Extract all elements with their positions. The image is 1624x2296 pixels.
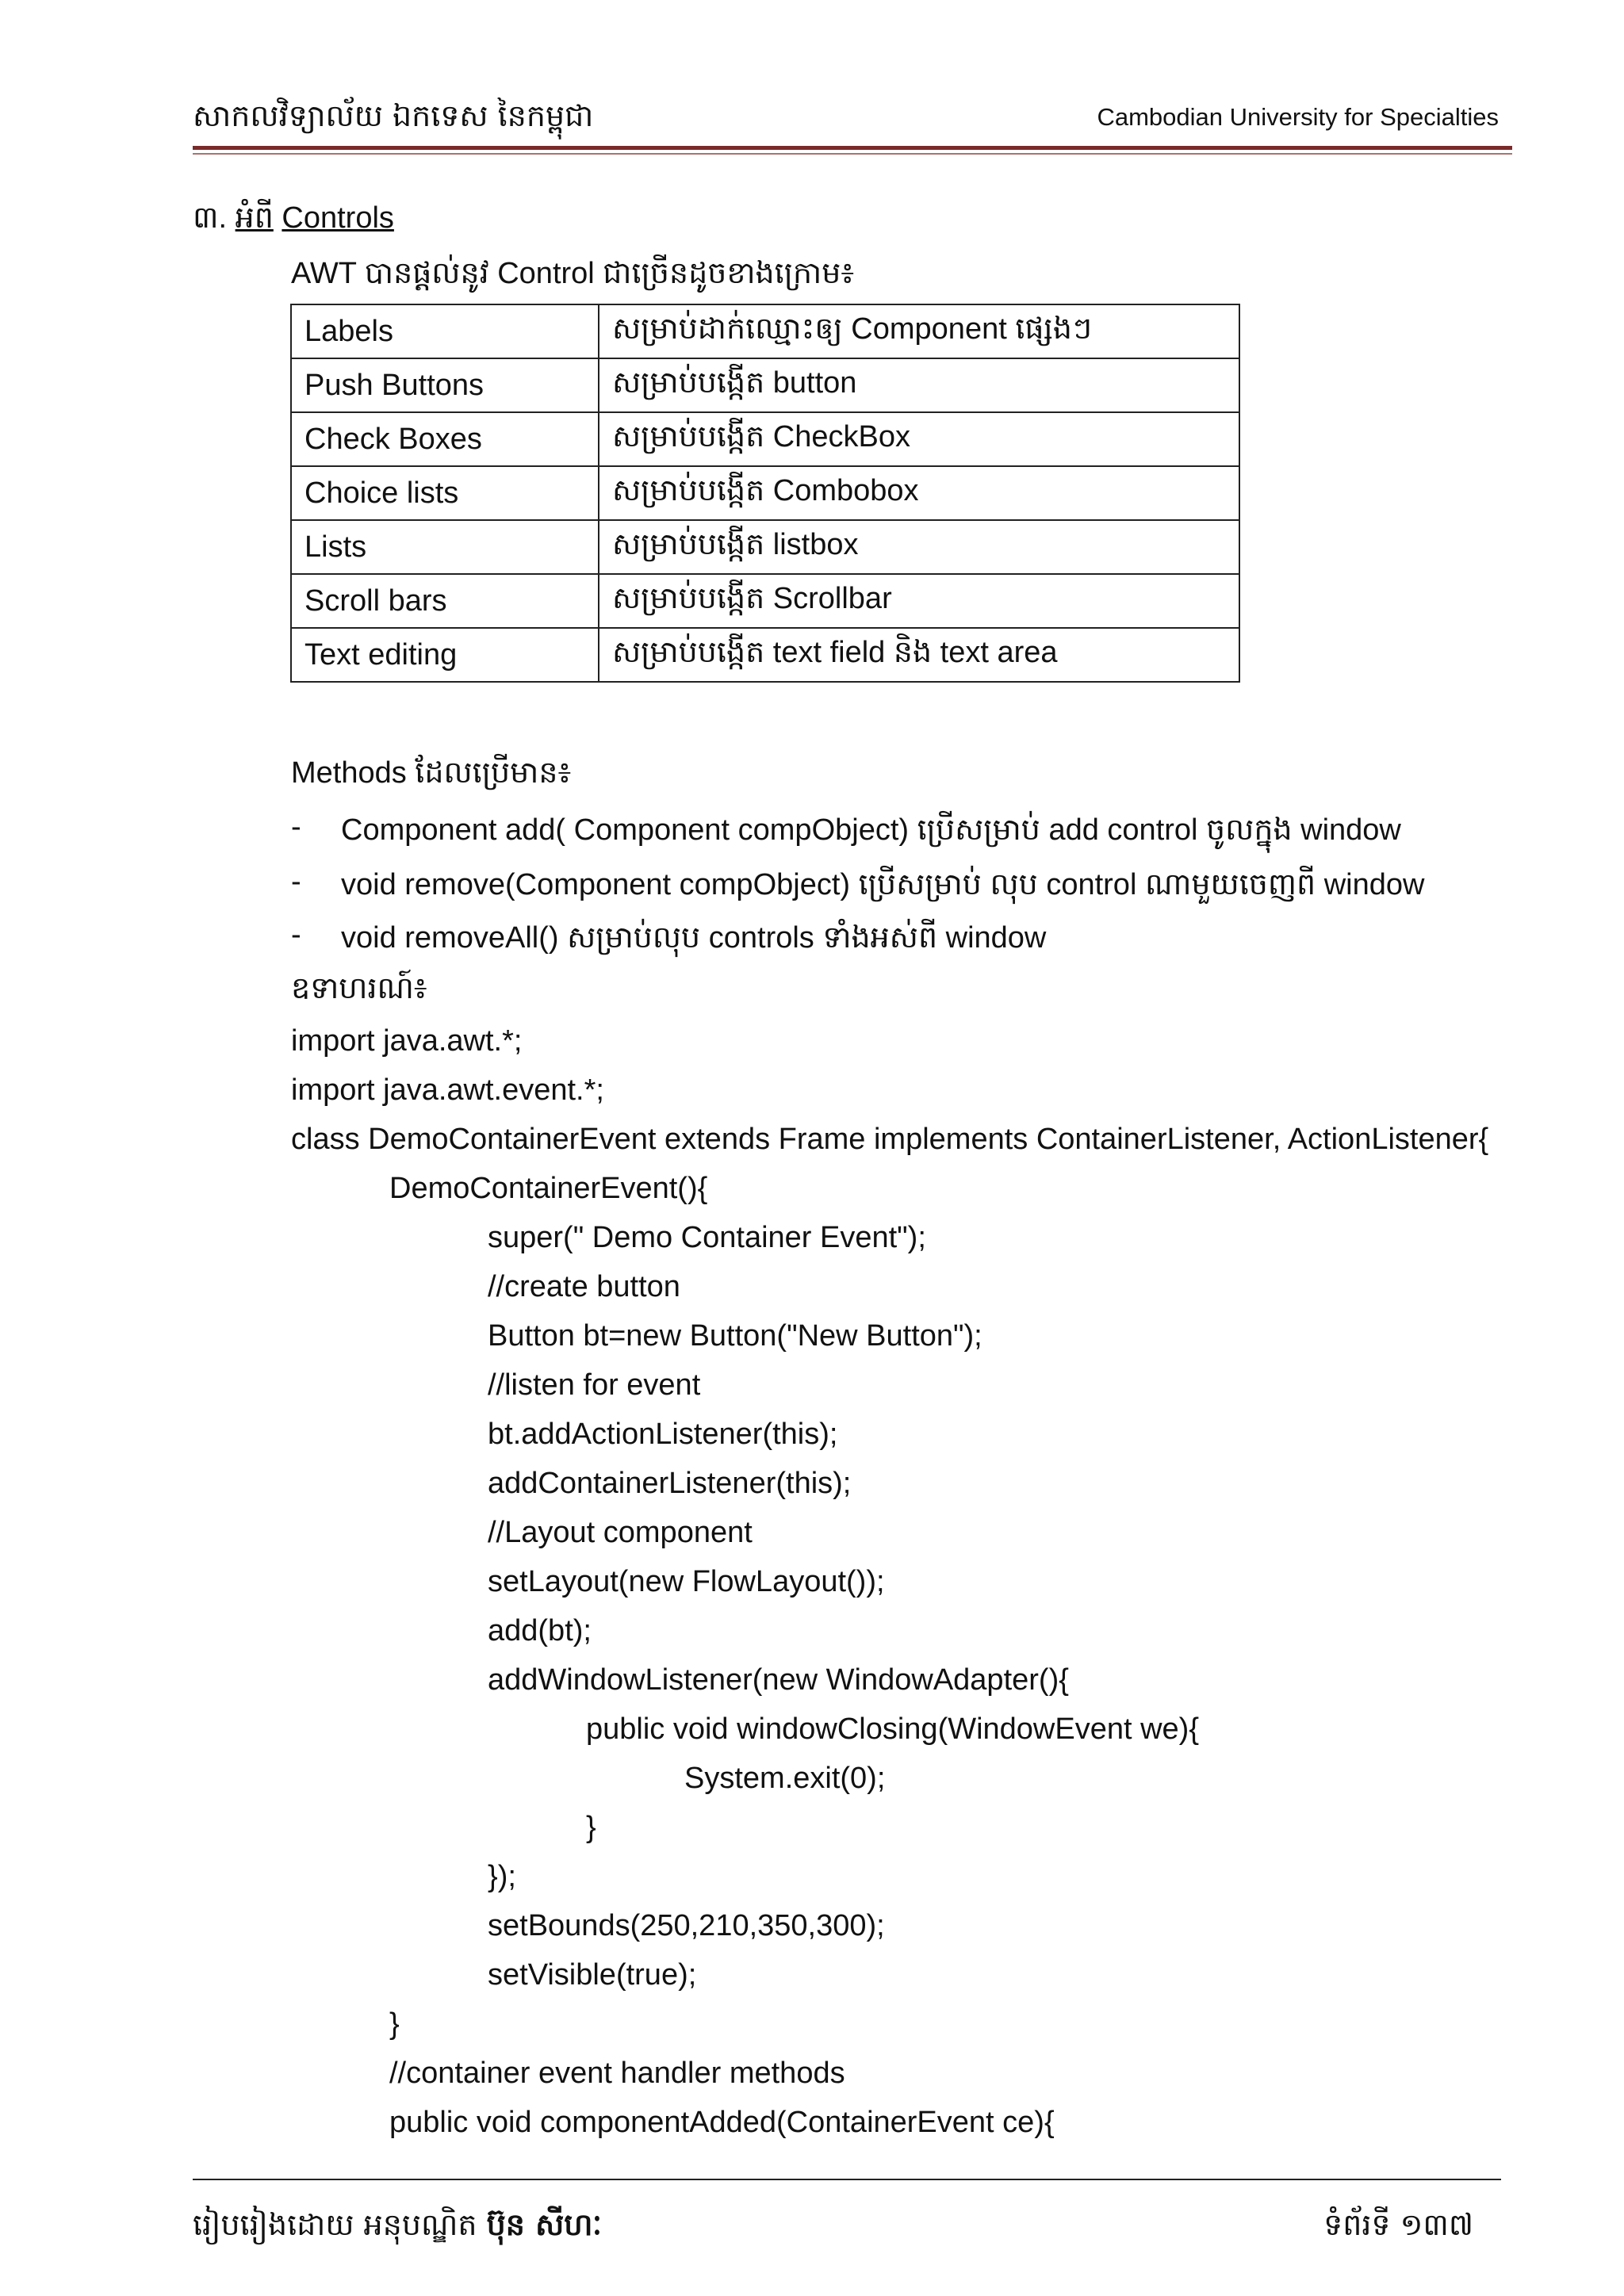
section-title-kh: អំពី — [235, 201, 274, 235]
code-line: //Layout component — [488, 1516, 753, 1549]
control-desc: សម្រាប់បង្កើត listbox — [599, 520, 1239, 574]
table-row — [291, 520, 1239, 574]
code-line: Button bt=new Button("New Button"); — [488, 1319, 982, 1353]
code-line: setVisible(true); — [488, 1958, 697, 1992]
code-line: } — [389, 2007, 400, 2041]
control-name: Labels — [291, 304, 599, 358]
code-line: class DemoContainerEvent extends Frame implements ContainerListener, ActionListener{ — [291, 1123, 1489, 1156]
list-bullet: - — [291, 810, 301, 844]
table-row — [291, 412, 1239, 466]
control-desc: សម្រាប់បង្កើត CheckBox — [599, 412, 1239, 466]
code-line: public void windowClosing(WindowEvent we){ — [586, 1712, 1200, 1746]
section-title-en: Controls — [282, 201, 394, 235]
control-name: Text editing — [291, 628, 599, 682]
example-heading: ឧទាហរណ៍៖ — [291, 972, 427, 1005]
code-line: add(bt); — [488, 1614, 592, 1647]
control-desc: សម្រាប់បង្កើត button — [599, 358, 1239, 412]
table-row — [291, 574, 1239, 628]
code-line: bt.addActionListener(this); — [488, 1418, 838, 1451]
footer-author — [193, 2206, 602, 2250]
control-name: Choice lists — [291, 466, 599, 520]
table-row — [291, 628, 1239, 682]
code-line: addWindowListener(new WindowAdapter(){ — [488, 1663, 1069, 1697]
table-row — [291, 358, 1239, 412]
code-line: addContainerListener(this); — [488, 1467, 852, 1500]
control-desc: សម្រាប់បង្កើត Scrollbar — [599, 574, 1239, 628]
method-item: void remove(Component compObject) ប្រើសម្រាប់ លុប control ណាមួយចេញពី window — [341, 868, 1425, 901]
methods-heading: Methods ដែលប្រើមាន៖ — [291, 756, 572, 790]
section-number: ៣. — [193, 201, 228, 235]
code-line: super(" Demo Container Event"); — [488, 1221, 926, 1254]
code-line: //container event handler methods — [389, 2057, 845, 2090]
footer-rule — [193, 2179, 1501, 2180]
code-line: import java.awt.event.*; — [291, 1073, 604, 1107]
code-line: } — [586, 1811, 596, 1844]
control-desc: សម្រាប់បង្កើត text field និង text area — [599, 628, 1239, 682]
controls-table — [290, 304, 1240, 683]
page-number: ទំព័រទី ១៣៧ — [1323, 2207, 1473, 2242]
list-bullet: - — [291, 918, 301, 951]
code-line: setBounds(250,210,350,300); — [488, 1909, 885, 1942]
list-bullet: - — [291, 865, 301, 898]
code-line: import java.awt.*; — [291, 1024, 523, 1058]
intro-text: AWT បានផ្តល់នូវ Control ជាច្រើនដូចខាងក្រោម៖ — [291, 257, 855, 290]
section-title — [193, 198, 394, 243]
code-line: //create button — [488, 1270, 680, 1303]
table-row — [291, 304, 1239, 358]
control-name: Lists — [291, 520, 599, 574]
control-desc: សម្រាប់បង្កើត Combobox — [599, 466, 1239, 520]
header-university-en: Cambodian University for Specialties — [1097, 103, 1499, 131]
header-rule-thin — [193, 153, 1512, 155]
method-item: Component add( Component compObject) ប្រើសម្រាប់ add control ចូលក្នុង window — [341, 813, 1401, 847]
code-line: //listen for event — [488, 1368, 701, 1402]
footer-author-name: ប៊ុន សីហៈ — [486, 2207, 603, 2242]
footer-prefix: រៀបរៀងដោយ អនុបណ្ឌិត — [193, 2207, 477, 2242]
control-name: Check Boxes — [291, 412, 599, 466]
control-name: Push Buttons — [291, 358, 599, 412]
code-line: setLayout(new FlowLayout()); — [488, 1565, 885, 1598]
method-item: void removeAll() សម្រាប់លុប controls ទាំងអស់ពី window — [341, 921, 1047, 955]
control-name: Scroll bars — [291, 574, 599, 628]
code-line: DemoContainerEvent(){ — [389, 1172, 708, 1205]
code-line: public void componentAdded(ContainerEvent ce){ — [389, 2106, 1055, 2139]
header-university-kh: សាកលវិទ្យាល័យ ឯកទេស នៃកម្ពុជា — [193, 98, 594, 133]
table-row — [291, 466, 1239, 520]
code-line: }); — [488, 1860, 516, 1893]
header-rule-thick — [193, 146, 1512, 150]
code-line: System.exit(0); — [684, 1762, 886, 1795]
control-desc: សម្រាប់ដាក់ឈ្មោះឲ្យ Component ផ្សេងៗ — [599, 304, 1239, 358]
